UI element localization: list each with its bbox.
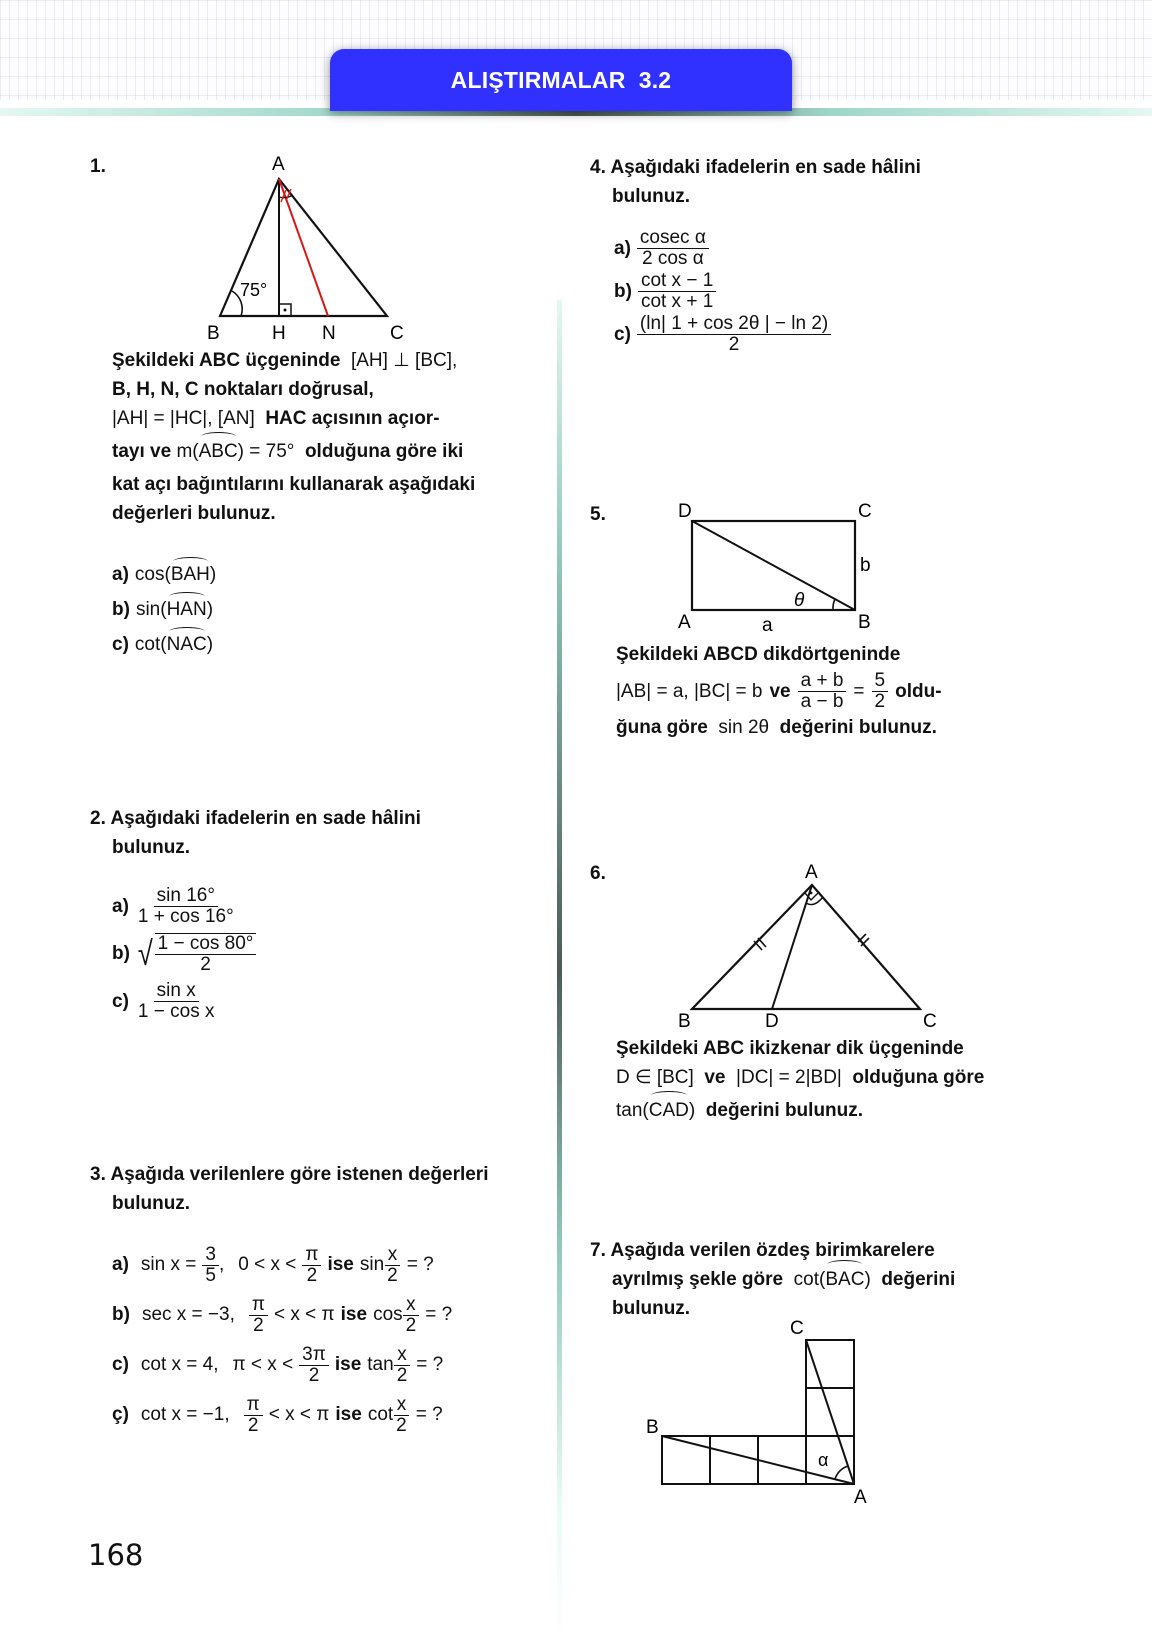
range: < x < π xyxy=(274,1304,335,1325)
numerator: a + b xyxy=(798,671,847,692)
denominator: 5 xyxy=(205,1264,216,1286)
q1-text: B, H, N, C noktaları doğrusal, xyxy=(112,379,374,400)
paren: ) xyxy=(206,599,214,620)
numerator: 3 xyxy=(202,1245,219,1266)
q3-title-line: Aşağıda verilenlere göre istenen değerleri xyxy=(110,1164,489,1185)
numerator: cot x − 1 xyxy=(638,271,716,292)
given: sin x = xyxy=(140,1254,197,1275)
vertex-c-label: C xyxy=(858,501,872,522)
q1-math: m( xyxy=(176,441,199,462)
ask-end: = ? xyxy=(416,1354,444,1375)
paren: ) xyxy=(206,634,214,655)
side-a-label: a xyxy=(762,615,773,636)
denominator: 2 xyxy=(396,1414,407,1436)
right-angle-dot xyxy=(810,892,813,895)
denominator: 2 xyxy=(253,1314,264,1336)
vertex-b-label: B xyxy=(207,323,220,344)
q6-text: Şekildeki ABC ikizkenar dik üçgeninde xyxy=(616,1038,964,1059)
q1-statement xyxy=(112,346,542,528)
numerator: π xyxy=(302,1245,321,1266)
q7-title-line: bulunuz. xyxy=(612,1298,691,1319)
ask-func: sin xyxy=(359,1254,385,1275)
equals: = xyxy=(853,680,865,702)
q6-text: ve xyxy=(704,1067,726,1088)
column-divider xyxy=(557,300,562,1640)
q7-title-line: ayrılmış şekle göre xyxy=(612,1269,784,1290)
q5-text: Şekildeki ABCD dikdörtgeninde xyxy=(616,644,901,665)
q2-item-c xyxy=(112,981,256,1022)
angle-theta-arc xyxy=(833,599,835,610)
q6-triangle-figure xyxy=(670,855,950,1035)
unit-square xyxy=(758,1436,806,1484)
func: sin( xyxy=(135,599,167,620)
q6-math: |DC| = 2|BD| xyxy=(736,1067,842,1088)
angle-abc-arc: ABC xyxy=(199,437,238,466)
q6-math: D ∈ [BC] xyxy=(616,1067,694,1088)
numerator: cosec α xyxy=(637,228,709,249)
ask-end: = ? xyxy=(425,1304,453,1325)
item-label: ç) xyxy=(112,1404,129,1425)
q4-item-a xyxy=(614,228,831,269)
side-b-label: b xyxy=(860,555,871,576)
q6-statement xyxy=(616,1034,1066,1125)
q7-math: ) xyxy=(864,1269,871,1290)
numerator: sin 16° xyxy=(154,886,218,907)
q3-item-cedilla xyxy=(112,1390,452,1440)
q7-title-line: değerini xyxy=(881,1269,956,1290)
ask-end: = ? xyxy=(406,1254,434,1275)
q3-title xyxy=(90,1160,488,1218)
angle-theta-label: θ xyxy=(794,590,805,611)
numerator: x xyxy=(385,1245,401,1266)
given: sec x = −3, xyxy=(141,1304,235,1325)
q3-item-a xyxy=(112,1240,452,1290)
angle-arc: NAC xyxy=(167,632,207,658)
denominator: 2 xyxy=(200,954,211,975)
q3-item-c xyxy=(112,1340,452,1390)
numerator: π xyxy=(244,1395,263,1416)
comma: , xyxy=(218,1254,225,1275)
q1-math: [AH] ⊥ [BC], xyxy=(350,350,458,371)
item-label: a) xyxy=(112,564,129,585)
denominator: 1 + cos 16° xyxy=(137,906,234,927)
q4-item-c xyxy=(614,314,831,355)
vertex-h-label: H xyxy=(272,323,286,344)
denominator: a − b xyxy=(800,690,844,712)
q1-items xyxy=(112,562,216,658)
angle-arc: BAH xyxy=(171,562,210,588)
q1-item-c xyxy=(112,632,216,658)
q4-title xyxy=(590,153,921,211)
denominator: 2 xyxy=(308,1364,320,1386)
vertex-c-label: C xyxy=(390,323,404,344)
ask-end: = ? xyxy=(415,1404,443,1425)
q2-title-line: bulunuz. xyxy=(112,837,191,858)
item-label: a) xyxy=(614,237,631,259)
q7-number: 7. xyxy=(590,1240,606,1261)
q1-item-b xyxy=(112,597,216,623)
q5-math: |AB| = a, |BC| = b xyxy=(616,680,763,702)
denominator: 2 xyxy=(247,1414,259,1436)
q3-item-b xyxy=(112,1290,452,1340)
q1-triangle-figure xyxy=(190,150,430,344)
denominator: 1 − cos x xyxy=(137,1001,215,1022)
func: cot( xyxy=(134,634,167,655)
vertex-a-label: A xyxy=(678,612,691,633)
numerator: x xyxy=(394,1395,410,1416)
q5-text: ve xyxy=(769,680,791,702)
numerator: π xyxy=(249,1295,268,1316)
ask-func: cot xyxy=(367,1404,394,1425)
q6-math: tan( xyxy=(616,1100,649,1121)
q7-title xyxy=(590,1236,1050,1323)
numerator: x xyxy=(403,1295,419,1316)
denominator: 2 xyxy=(874,690,886,712)
numerator: 1 − cos 80° xyxy=(155,933,257,955)
q4-title-line: bulunuz. xyxy=(612,186,691,207)
vertex-c-label: C xyxy=(923,1011,937,1032)
q6-text: olduğuna göre xyxy=(852,1067,985,1088)
numerator: x xyxy=(394,1345,410,1366)
vertex-b-label: B xyxy=(678,1011,691,1032)
item-label: b) xyxy=(112,599,130,620)
denominator: 2 xyxy=(396,1364,408,1386)
section-title-banner xyxy=(330,49,792,111)
q1-text: değerleri bulunuz. xyxy=(112,503,276,524)
vertex-b-label: B xyxy=(858,612,871,633)
angle-75-label: 75° xyxy=(240,280,268,300)
q4-number: 4. xyxy=(590,157,606,178)
vertex-d-label: D xyxy=(678,501,692,522)
item-label: a) xyxy=(112,1254,129,1275)
q2-title-line: Aşağıdaki ifadelerin en sade hâlini xyxy=(110,808,421,829)
ask-func: cos xyxy=(373,1304,403,1325)
segment-ac xyxy=(806,1340,854,1484)
func: cos( xyxy=(134,564,171,585)
q1-text: HAC açısının açıor- xyxy=(265,408,440,429)
item-label: a) xyxy=(112,895,129,917)
q7-unit-squares-figure xyxy=(640,1320,880,1510)
q3-title-line: bulunuz. xyxy=(112,1193,191,1214)
angle-arc: HAN xyxy=(167,597,207,623)
q5-text: değerini bulunuz. xyxy=(779,717,937,738)
denominator: 2 cos α xyxy=(642,248,704,269)
angle-arc: BAC xyxy=(825,1265,864,1294)
item-label: c) xyxy=(112,1354,129,1375)
right-angle-dot xyxy=(284,309,287,312)
q6-math: ) xyxy=(688,1100,696,1121)
denominator: 2 xyxy=(387,1264,398,1286)
q5-math: sin 2θ xyxy=(718,717,770,738)
angle-arc: CAD xyxy=(649,1096,689,1125)
q1-item-a xyxy=(112,562,216,588)
ise-word: ise xyxy=(340,1304,368,1325)
q2-number: 2. xyxy=(90,808,106,829)
q5-text: ğuna göre xyxy=(616,717,708,738)
vertex-d-label: D xyxy=(765,1011,779,1032)
item-label: b) xyxy=(614,280,632,302)
vertex-a-label: A xyxy=(805,862,818,883)
q2-title xyxy=(90,804,421,862)
q4-item-b xyxy=(614,271,831,312)
q7-math: cot( xyxy=(793,1269,826,1290)
numerator: 3π xyxy=(299,1345,329,1366)
q2-item-a xyxy=(112,886,256,927)
q3-items xyxy=(112,1240,452,1440)
range: π < x < xyxy=(232,1354,294,1375)
q1-math: ) = 75° xyxy=(237,441,295,462)
vertex-c-label: C xyxy=(790,1318,804,1339)
denominator: 2 xyxy=(728,334,740,355)
q1-math: |AH| = |HC|, [AN] xyxy=(112,408,255,429)
angle-alpha-arc xyxy=(835,1466,848,1479)
numerator: 5 xyxy=(872,671,889,692)
unit-square xyxy=(710,1436,758,1484)
vertex-n-label: N xyxy=(322,323,336,344)
given: cot x = −1, xyxy=(140,1404,230,1425)
item-label: b) xyxy=(112,943,130,964)
section-title: ALIŞTIRMALAR 3.2 xyxy=(450,66,672,93)
q6-number: 6. xyxy=(590,863,606,884)
ise-word: ise xyxy=(335,1404,362,1425)
range: < x < π xyxy=(268,1404,330,1425)
vertex-a-label: A xyxy=(272,154,285,175)
item-label: c) xyxy=(112,634,129,655)
vertex-a-label: A xyxy=(854,1487,867,1508)
q4-items xyxy=(614,228,831,355)
page-number: 168 xyxy=(88,1538,144,1572)
paren: ) xyxy=(209,564,217,585)
q5-number: 5. xyxy=(590,504,606,525)
q1-text: Şekildeki ABC üçgeninde xyxy=(112,350,341,371)
angle-alpha-label: α xyxy=(818,1450,829,1470)
q5-rectangle-figure xyxy=(670,498,900,634)
q1-number: 1. xyxy=(90,156,106,177)
ise-word: ise xyxy=(334,1354,362,1375)
q1-text: olduğuna göre iki xyxy=(304,441,464,462)
unit-square xyxy=(662,1436,710,1484)
q7-title-line: Aşağıda verilen özdeş birimkarelere xyxy=(610,1240,935,1261)
ise-word: ise xyxy=(327,1254,354,1275)
q1-text: kat açı bağıntılarını kullanarak aşağıdaki xyxy=(112,474,476,495)
numerator: (ln| 1 + cos 2θ | − ln 2) xyxy=(637,314,831,335)
item-label: c) xyxy=(614,323,631,345)
q1-text: tayı ve xyxy=(112,441,172,462)
sqrt-symbol: √ xyxy=(137,935,153,973)
denominator: 2 xyxy=(306,1264,318,1286)
denominator: cot x + 1 xyxy=(640,291,714,312)
q3-number: 3. xyxy=(90,1164,106,1185)
given: cot x = 4, xyxy=(140,1354,219,1375)
denominator: 2 xyxy=(405,1314,417,1336)
ask-func: tan xyxy=(367,1354,394,1375)
q2-item-b xyxy=(112,933,256,975)
diagonal-db xyxy=(692,521,855,610)
vertex-b-label: B xyxy=(646,1417,659,1438)
q6-text: değerini bulunuz. xyxy=(705,1100,864,1121)
item-label: c) xyxy=(112,990,129,1012)
q2-items xyxy=(112,886,256,1022)
item-label: b) xyxy=(112,1304,130,1325)
range: 0 < x < xyxy=(238,1254,297,1275)
q4-title-line: Aşağıdaki ifadelerin en sade hâlini xyxy=(610,157,921,178)
q5-statement xyxy=(616,640,1046,742)
numerator: sin x xyxy=(154,981,199,1002)
q5-text: oldu- xyxy=(895,680,942,702)
